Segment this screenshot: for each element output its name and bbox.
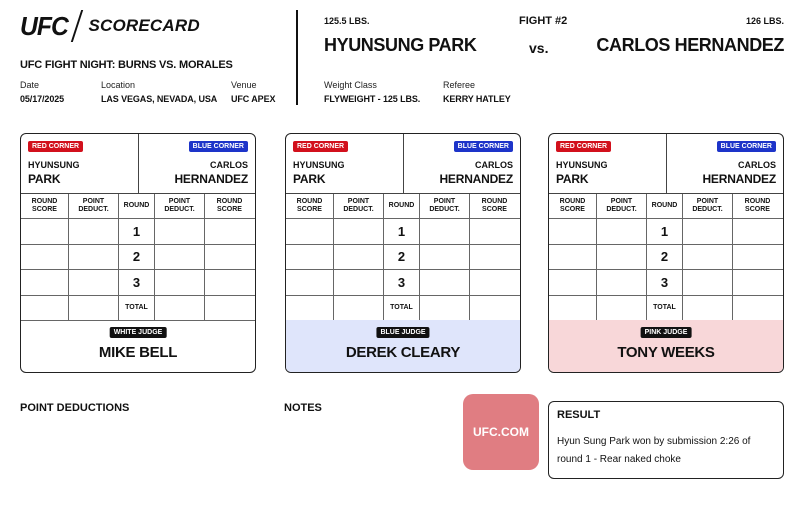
blue-point-deduct-header: POINT DEDUCT. xyxy=(420,194,470,218)
judge-name: MIKE BELL xyxy=(98,344,178,361)
red-round-score-header: ROUND SCORE xyxy=(286,194,334,218)
grid-header-row xyxy=(21,194,255,219)
red-round-score-header: ROUND SCORE xyxy=(21,194,69,218)
scorecard-title: SCORECARD xyxy=(88,16,200,35)
blue-first-name: CARLOS xyxy=(738,160,776,170)
round-number: 2 xyxy=(119,245,155,270)
ufc-com-badge[interactable]: UFC.COM xyxy=(463,394,539,470)
weight-class-value: FLYWEIGHT - 125 LBS. xyxy=(324,94,421,104)
red-corner-tag: RED CORNER xyxy=(293,141,348,152)
fight-number: FIGHT #2 xyxy=(519,15,568,27)
referee-value: KERRY HATLEY xyxy=(443,94,511,104)
total-row xyxy=(549,296,783,321)
red-first-name: HYUNSUNG xyxy=(556,160,608,170)
blue-corner-tag: BLUE CORNER xyxy=(454,141,513,152)
red-point-deduct-header: POINT DEDUCT. xyxy=(597,194,647,218)
round-row xyxy=(21,270,255,296)
blue-point-deduct-header: POINT DEDUCT. xyxy=(155,194,205,218)
red-last-name: PARK xyxy=(28,172,61,186)
date-value: 05/17/2025 xyxy=(20,94,65,104)
total-label: TOTAL xyxy=(384,296,420,320)
judge-footer xyxy=(549,320,783,373)
corner-divider xyxy=(666,134,667,194)
blue-first-name: CARLOS xyxy=(475,160,513,170)
round-row xyxy=(21,245,255,271)
weight-class-label: Weight Class xyxy=(324,80,377,90)
venue-value: UFC APEX xyxy=(231,94,276,104)
total-row xyxy=(21,296,255,321)
judge-tag: WHITE JUDGE xyxy=(110,327,167,338)
corner-header xyxy=(21,134,255,194)
round-row xyxy=(286,219,520,245)
blue-last-name: HERNANDEZ xyxy=(174,172,248,186)
scorecard-header xyxy=(0,0,804,120)
red-last-name: PARK xyxy=(556,172,589,186)
blue-last-name: HERNANDEZ xyxy=(702,172,776,186)
judge-footer xyxy=(286,320,520,373)
logo-divider xyxy=(71,10,83,42)
round-header: ROUND xyxy=(119,194,155,218)
judge-name: TONY WEEKS xyxy=(617,344,715,361)
judge-name: DEREK CLEARY xyxy=(345,344,461,361)
round-number: 2 xyxy=(384,245,420,270)
score-grid xyxy=(286,194,520,321)
point-deductions-heading: POINT DEDUCTIONS xyxy=(20,402,130,414)
total-label: TOTAL xyxy=(119,296,155,320)
location-label: Location xyxy=(101,80,136,90)
judge-scorecard-2 xyxy=(285,133,521,373)
blue-round-score-header: ROUND SCORE xyxy=(216,198,243,213)
blue-corner-tag: BLUE CORNER xyxy=(189,141,248,152)
date-label: Date xyxy=(20,80,40,90)
score-grid xyxy=(549,194,783,321)
red-fighter-name: HYUNSUNG PARK xyxy=(324,35,477,55)
corner-header xyxy=(549,134,783,194)
blue-first-name: CARLOS xyxy=(210,160,248,170)
result-heading: RESULT xyxy=(557,409,601,421)
result-text: Hyun Sung Park won by submission 2:26 of round 1 - Rear naked choke xyxy=(557,436,751,465)
round-row xyxy=(549,270,783,296)
corner-header xyxy=(286,134,520,194)
judge-scorecard-3 xyxy=(548,133,784,373)
judge-footer xyxy=(21,320,255,373)
corner-divider xyxy=(403,134,404,194)
red-corner-tag: RED CORNER xyxy=(556,141,611,152)
blue-corner-tag: BLUE CORNER xyxy=(717,141,776,152)
corner-divider xyxy=(138,134,139,194)
red-round-score-header: ROUND SCORE xyxy=(549,194,597,218)
round-header: ROUND xyxy=(647,194,683,218)
red-corner-tag: RED CORNER xyxy=(28,141,83,152)
total-label: TOTAL xyxy=(647,296,683,320)
score-grid xyxy=(21,194,255,321)
red-first-name: HYUNSUNG xyxy=(28,160,80,170)
round-row xyxy=(21,219,255,245)
judge-tag: PINK JUDGE xyxy=(641,327,692,338)
ufc-logo xyxy=(20,10,200,42)
round-row xyxy=(549,245,783,271)
round-header: ROUND xyxy=(384,194,420,218)
blue-point-deduct-header: POINT DEDUCT. xyxy=(683,194,733,218)
blue-round-score-header: ROUND SCORE xyxy=(744,198,771,213)
round-row xyxy=(286,245,520,271)
grid-header-row xyxy=(286,194,520,219)
blue-last-name: HERNANDEZ xyxy=(439,172,513,186)
result-box xyxy=(548,401,784,479)
vs-text: vs. xyxy=(529,40,549,56)
round-number: 1 xyxy=(647,219,683,244)
round-number: 2 xyxy=(647,245,683,270)
judge-scorecard-1 xyxy=(20,133,256,373)
red-point-deduct-header: POINT DEDUCT. xyxy=(334,194,384,218)
header-divider xyxy=(296,10,298,105)
round-row xyxy=(549,219,783,245)
notes-heading: NOTES xyxy=(284,402,322,414)
red-last-name: PARK xyxy=(293,172,326,186)
blue-fighter-name: CARLOS HERNANDEZ xyxy=(596,35,784,55)
round-number: 3 xyxy=(647,270,683,295)
red-first-name: HYUNSUNG xyxy=(293,160,345,170)
referee-label: Referee xyxy=(443,80,476,90)
judge-tag: BLUE JUDGE xyxy=(376,327,429,338)
red-point-deduct-header: POINT DEDUCT. xyxy=(69,194,119,218)
round-number: 1 xyxy=(384,219,420,244)
red-weight: 125.5 LBS. xyxy=(324,16,370,26)
round-row xyxy=(286,270,520,296)
round-number: 3 xyxy=(119,270,155,295)
total-row xyxy=(286,296,520,321)
venue-label: Venue xyxy=(231,80,257,90)
grid-header-row xyxy=(549,194,783,219)
round-number: 1 xyxy=(119,219,155,244)
location-value: LAS VEGAS, NEVADA, USA xyxy=(101,94,218,104)
blue-weight: 126 LBS. xyxy=(745,16,784,26)
round-number: 3 xyxy=(384,270,420,295)
brand-text: UFC xyxy=(20,10,68,41)
event-title: UFC FIGHT NIGHT: BURNS VS. MORALES xyxy=(20,59,233,71)
blue-round-score-header: ROUND SCORE xyxy=(481,198,508,213)
